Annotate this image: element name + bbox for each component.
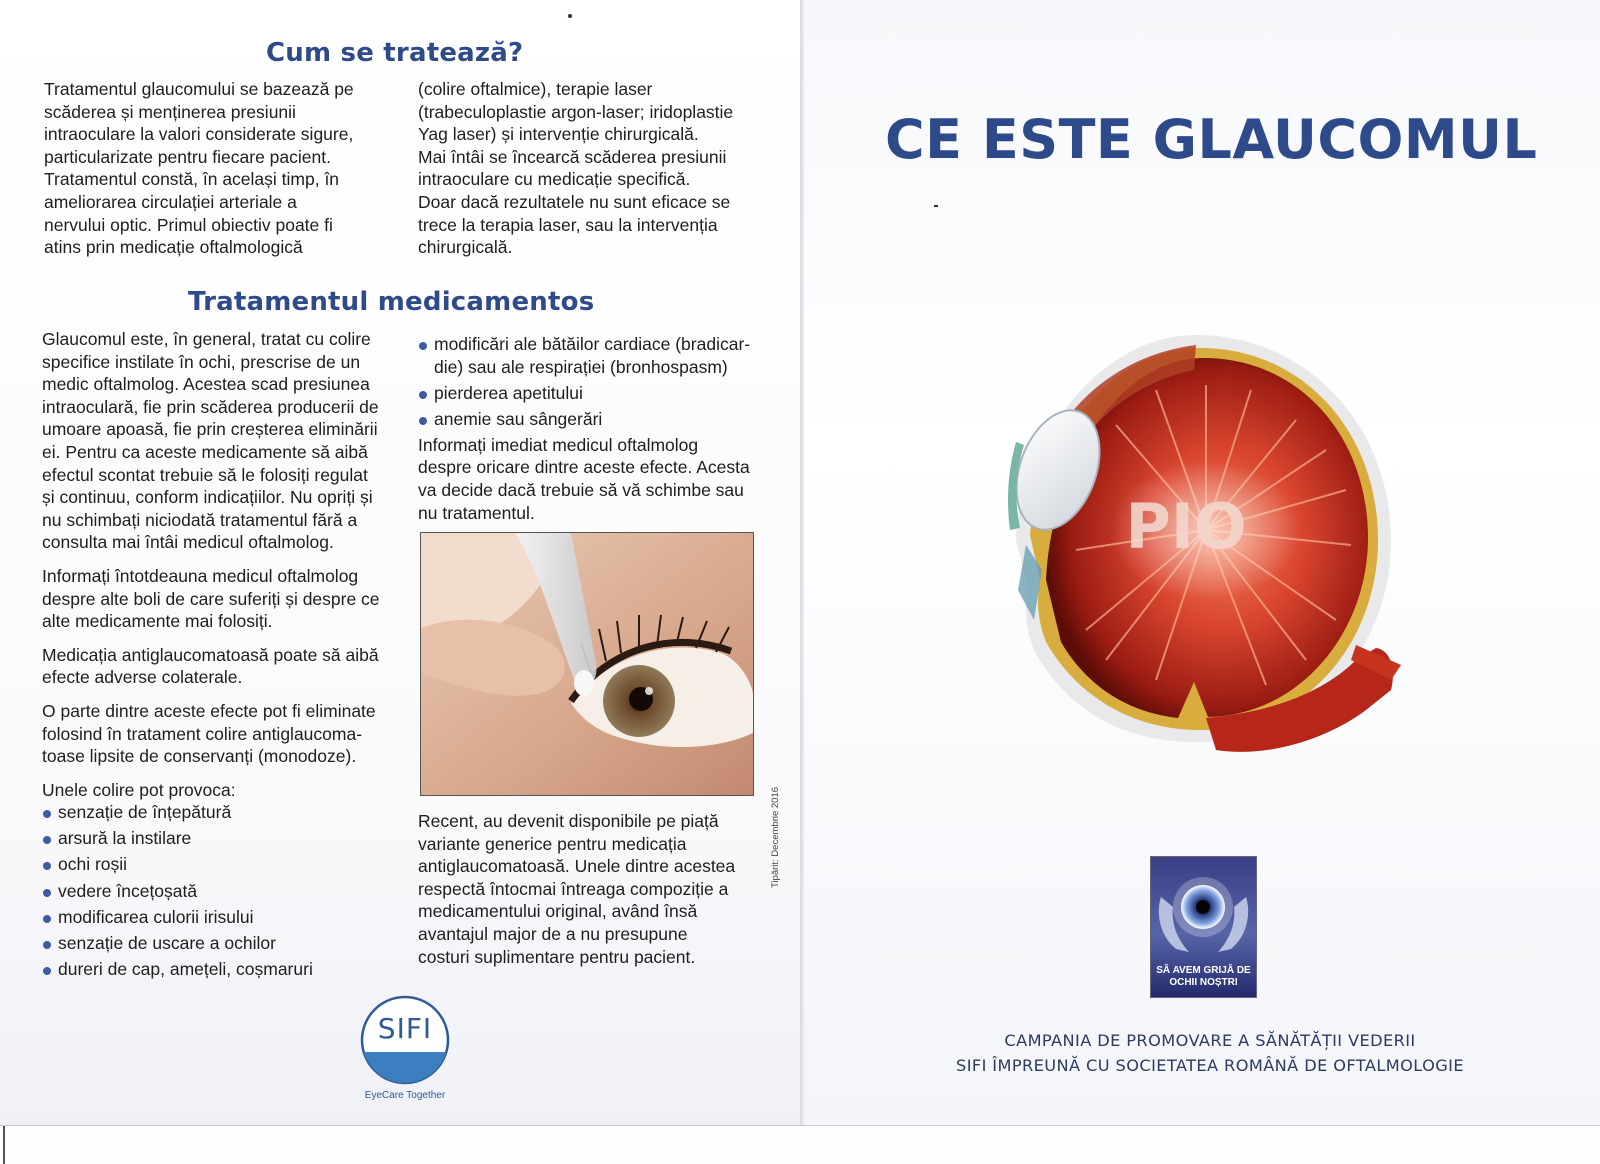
text-line: O parte dintre aceste efecte pot fi eliminate [42, 700, 376, 721]
text-line: intraoculare la valori considerate sigure, [44, 124, 354, 145]
list-item: senzație de înțepătură [42, 801, 402, 824]
text-line: Informați imediat medicul oftalmolog [418, 434, 699, 455]
text-line: și continuu, conform indicațiilor. Nu opriți și [42, 487, 373, 508]
text-line: (trabeculoplastie argon-laser; iridoplastie [418, 101, 734, 122]
text-line: medicamentului original, având însă [418, 901, 698, 922]
hands-eye-icon [1151, 857, 1256, 962]
text-line: Yag laser) și intervenție chirurgicală. [418, 124, 699, 145]
text-line: trece la terapia laser, sau la intervenția [418, 214, 718, 235]
text-line: Medicația antiglaucomatoasă poate să aibă [42, 644, 379, 665]
side-effects-intro: Unele colire pot provoca: [42, 779, 236, 800]
text-line: ameliorarea circulației arteriale a [44, 191, 297, 212]
scan-edge-line [3, 1126, 5, 1164]
generics-paragraph [418, 810, 758, 968]
side-effects-list [42, 801, 402, 980]
eye-cross-section-illustration [1006, 330, 1406, 770]
text-line: efecte adverse colaterale. [42, 667, 243, 688]
list-item: pierderea apetitului [418, 382, 778, 405]
text-line: ei. Pentru ca aceste medicamente să aibă [42, 441, 368, 462]
text-line: respectă întocmai întreaga compoziție a [418, 878, 729, 899]
text-line: intraoculară, fie prin scăderea producerii de [42, 396, 379, 417]
text-line: Doar dacă rezultatele nu sunt eficace se [418, 191, 731, 212]
campaign-footer [900, 1028, 1520, 1078]
section1-column-2 [418, 78, 778, 259]
caption-line: SĂ AVEM GRIJĂ DE [1156, 965, 1251, 976]
stray-mark [934, 205, 938, 207]
section-heading-tratamentul-medicamentos: Tratamentul medicamentos [188, 287, 595, 317]
campaign-logo [1150, 856, 1257, 998]
text-line: nu tratamentul. [418, 502, 535, 523]
text-line: nu schimbați niciodată tratamentul fără a [42, 509, 358, 530]
section2-column-2 [418, 333, 778, 524]
text-line: medic oftalmolog. Acestea scad presiunea [42, 374, 370, 395]
text-line: efectul scontat trebuie să le folosiți regulat [42, 464, 368, 485]
print-date: Tipărit: Decembrie 2016 [770, 786, 781, 888]
eye-pressure-label: PIO [1125, 490, 1247, 563]
text-line: consulta mai întâi medicul oftalmolog. [42, 532, 334, 553]
text-line: antiglaucomatoasă. Unele dintre acestea [418, 856, 736, 877]
text-line: variante generice pentru medicația [418, 833, 687, 854]
text-line: Recent, au devenit disponibile pe piață [418, 811, 719, 831]
footer-line: CAMPANIA DE PROMOVARE A SĂNĂTĂȚII VEDERII [1004, 1031, 1416, 1050]
list-item: anemie sau sângerări [418, 408, 778, 431]
scan-bottom-edge [0, 1125, 1600, 1164]
sifi-logo [355, 990, 455, 1100]
list-item: vedere încețoșată [42, 880, 402, 903]
eye-drop-illustration [421, 533, 753, 795]
list-item: senzație de uscare a ochilor [42, 932, 402, 955]
list-item: ochi roșii [42, 853, 402, 876]
sifi-tagline: EyeCare Together [364, 1090, 446, 1101]
list-item: modificarea culorii irisului [42, 906, 402, 929]
campaign-logo-caption [1151, 965, 1256, 989]
paper-speck [568, 14, 572, 18]
text-line: atins prin medicație oftalmologică [44, 237, 303, 258]
text-line: va decide dacă trebuie să vă schimbe sau [418, 480, 744, 501]
text-line: scăderea și menținerea presiunii [44, 101, 296, 122]
text-line: specifice instilate în ochi, prescrise de un [42, 351, 361, 372]
text-line: chirurgicală. [418, 237, 513, 258]
text-line: nervului optic. Primul obiectiv poate fi [44, 214, 333, 235]
text-line: Informați întotdeauna medicul oftalmolog [42, 565, 359, 586]
text-line: costuri suplimentare pentru pacient. [418, 946, 696, 967]
text-line: despre oricare dintre aceste efecte. Acesta [418, 457, 750, 478]
section2-column-1 [42, 328, 402, 984]
text-line: Glaucomul este, în general, tratat cu colire [42, 329, 371, 349]
text-line: intraoculare cu medicație specifică. [418, 169, 691, 190]
cover-title: CE ESTE GLAUCOMUL [885, 108, 1538, 171]
text-line: despre alte boli de care suferiți și despre ce [42, 588, 380, 609]
text-line: folosind în tratament colire antiglaucoma- [42, 723, 363, 744]
text-line: Mai întâi se încearcă scăderea presiunii [418, 146, 727, 167]
sifi-logo-text: SIFI [377, 1012, 433, 1045]
left-panel [0, 0, 800, 1125]
text-line: modificări ale bătăilor cardiace (bradicar- [434, 334, 751, 354]
text-line: umoare apoasă, fie prin creșterea eliminării [42, 419, 378, 440]
text-line: die) sau ale respirației (bronhospasm) [434, 356, 728, 377]
text-line: (colire oftalmice), terapie laser [418, 79, 653, 99]
caption-line: OCHII NOȘTRI [1169, 977, 1238, 988]
eye-drop-photo [420, 532, 754, 796]
text-line: avantajul major de a nu presupune [418, 923, 688, 944]
text-line: toase lipsite de conservanți (monodoze). [42, 746, 357, 767]
section1-column-1 [44, 78, 399, 259]
section-heading-cum-se-trateaza: Cum se tratează? [266, 38, 524, 68]
list-item [418, 333, 778, 378]
list-item: dureri de cap, amețeli, coșmaruri [42, 958, 402, 981]
text-line: particularizate pentru fiecare pacient. [44, 146, 331, 167]
text-line: alte medicamente mai folosiți. [42, 611, 273, 632]
text-line: Tratamentul constă, în același timp, în [44, 169, 340, 190]
footer-line: SIFI ÎMPREUNĂ CU SOCIETATEA ROMÂNĂ DE OFTALMOLOGIE [956, 1056, 1464, 1075]
side-effects-list-continued [418, 333, 778, 430]
text-line: Tratamentul glaucomului se bazează pe [44, 79, 354, 99]
list-item: arsură la instilare [42, 827, 402, 850]
